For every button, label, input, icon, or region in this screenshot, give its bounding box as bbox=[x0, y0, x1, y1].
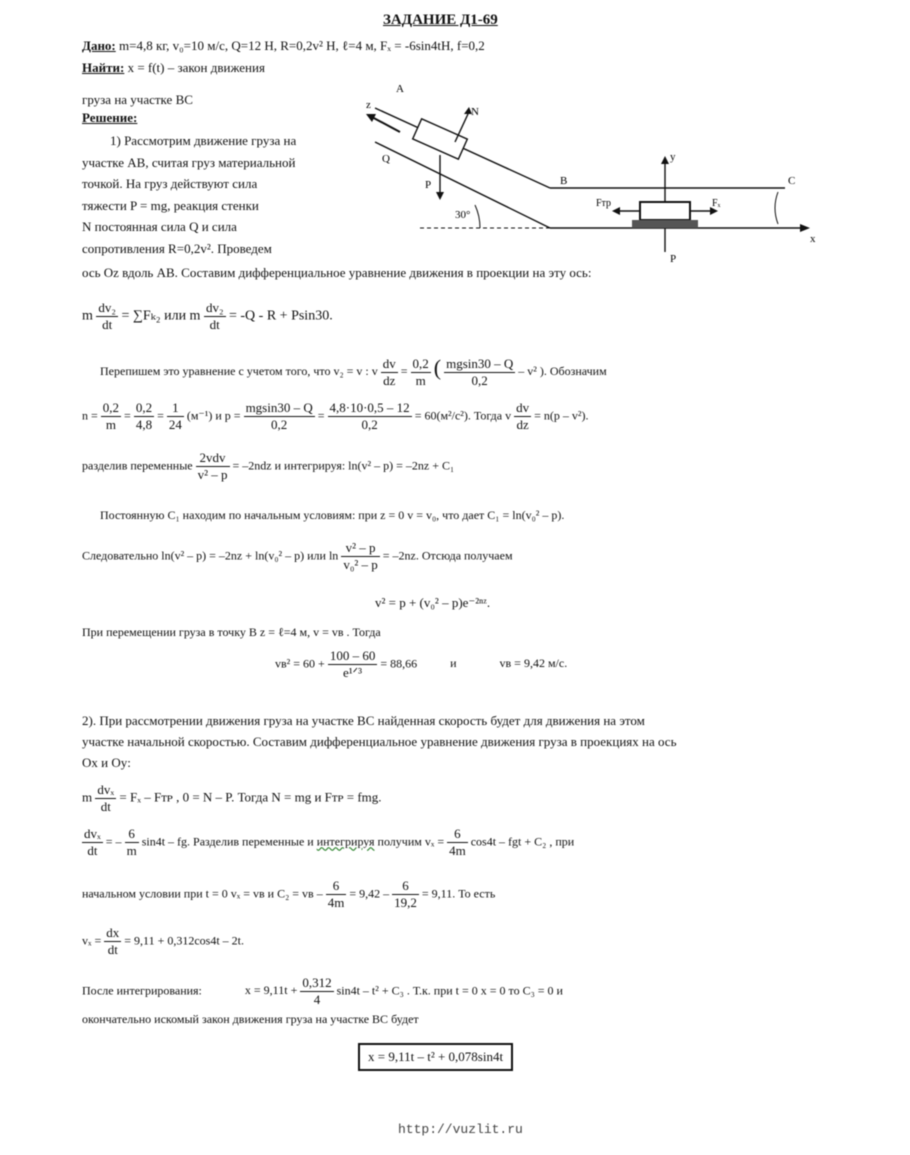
eq3-eq1: = bbox=[124, 408, 131, 423]
eq14-pre: После интегрирования: bbox=[82, 983, 202, 998]
block-bc bbox=[640, 202, 690, 220]
solution-label: Решение: bbox=[82, 110, 138, 125]
para1-line-3: точкой. На груз действуют сила bbox=[82, 176, 258, 191]
eq3-frac6: $\frac{dv}{dz}$ bbox=[516, 400, 530, 432]
label-angle: 30° bbox=[455, 209, 471, 221]
eq3-frac3: $\frac{1}{24}$ bbox=[168, 400, 182, 432]
eq1 bbox=[82, 300, 333, 333]
eq2 bbox=[100, 355, 607, 389]
label-y: y bbox=[670, 151, 676, 163]
ftr-vector-arrow bbox=[612, 207, 620, 215]
eq3 bbox=[82, 400, 588, 433]
angle-arc bbox=[475, 205, 480, 228]
eq1-mid: = ∑Fₖ₂ или m bbox=[121, 308, 201, 324]
mechanics-figure bbox=[360, 80, 840, 275]
label-a: A bbox=[396, 83, 404, 95]
eq3-unit: (м⁻¹) и p = bbox=[186, 408, 241, 423]
eq15: окончательно искомый закон движения груза на участке BC будет bbox=[82, 1012, 419, 1026]
eq11-mid: = – bbox=[105, 834, 122, 849]
label-x: x bbox=[810, 233, 816, 245]
eq14-frac: $\frac{0,312}{4}$ bbox=[302, 975, 332, 1007]
eq11-mid2: sin4t – fg. Разделив переменные и bbox=[141, 834, 314, 849]
given-line bbox=[82, 38, 485, 54]
para1-line-2: участке AB, считая груз материальной bbox=[82, 154, 296, 170]
eq7: v² = p + (v₀² – p)e⁻²ⁿᶻ. bbox=[375, 595, 491, 610]
eq9-pre: vʙ² = 60 + bbox=[275, 656, 325, 671]
eq11-wave: интегрируя bbox=[316, 834, 375, 849]
eq11-frac3: $\frac{6}{4m}$ bbox=[449, 826, 466, 858]
eq9-vb: vʙ = 9,42 м/с. bbox=[499, 656, 568, 671]
eq10-post: = Fₓ – Fᴛᴘ , 0 = N – P. Тогда N = mg и Fᴛᴘ = fmg. bbox=[119, 789, 382, 805]
eq3-eq3: = bbox=[317, 408, 325, 423]
x-axis-arrow bbox=[800, 224, 810, 232]
find-text-2: груза на участке BC bbox=[82, 92, 193, 107]
eq12-post: = 9,11. То есть bbox=[421, 886, 496, 901]
eq3-frac5: $\frac{4,8\cdot 10\cdot 0,5 - 12}{0,2}$ bbox=[329, 400, 410, 432]
label-ftr: Fтр bbox=[596, 198, 612, 209]
eq3-post: = 60(м²/с²). Тогда v bbox=[414, 408, 512, 423]
eq2-post: – v² ). Обозначим bbox=[518, 364, 607, 378]
eq11-frac2: $\frac{6}{m}$ bbox=[126, 826, 137, 858]
para2-line-1: 2). При рассмотрении движения груза на участке BC найденная скорость будет для движения на этом bbox=[82, 713, 645, 728]
eq1-frac2: $\frac{\text{dv₂}}{dt}$ bbox=[205, 300, 224, 332]
eq2-mid: = bbox=[400, 364, 408, 378]
answer-box: x = 9,11t – t² + 0,078sin4t bbox=[358, 1043, 513, 1071]
eq8: При перемещении груза в точку B z = ℓ=4 м, v = vʙ . Тогда bbox=[82, 625, 381, 639]
para1-line-5: N постоянная сила Q и сила bbox=[82, 219, 237, 234]
find-label: Найти: bbox=[82, 60, 125, 75]
y-axis-arrow bbox=[661, 156, 669, 164]
eq6-post: = –2nz. Отсюда получаем bbox=[382, 548, 513, 563]
given-text: m=4,8 кг, v₀=10 м/с, Q=12 Н, R=0,2v² Н, ℓ=4 м, Fₓ = -6sin4tН, f=0,2 bbox=[119, 38, 485, 53]
eq3-eq2: = bbox=[157, 408, 164, 423]
eq14-x: x = 9,11t + bbox=[244, 983, 298, 998]
eq9-and: и bbox=[450, 656, 457, 671]
find-text: x = f(t) – закон движения bbox=[127, 60, 265, 75]
eq12 bbox=[82, 878, 495, 911]
eq4-post: = –2ndz и интегрируя: ln(v² – p) = –2nz + C₁ bbox=[232, 458, 455, 473]
para1-cont: ось Oz вдоль AB. Составим дифференциальное уравнение движения в проекции на эту ось: bbox=[82, 265, 592, 280]
c-bracket bbox=[775, 192, 778, 224]
eq13-post: = 9,11 + 0,312cos4t – 2t. bbox=[124, 933, 245, 948]
given-label: Дано: bbox=[82, 38, 116, 53]
eq10-pre: m bbox=[82, 789, 93, 805]
page-title: ЗАДАНИЕ Д1-69 bbox=[383, 12, 498, 28]
label-b: B bbox=[560, 175, 568, 187]
eq10-frac: $\frac{\text{dvₓ}}{dt}$ bbox=[97, 782, 115, 814]
eq12-mid: = 9,42 – bbox=[349, 886, 390, 901]
para1 bbox=[82, 130, 357, 259]
eq9-post: = 88,66 bbox=[380, 656, 418, 671]
eq11-post: cos4t – fgt + C₂ , при bbox=[470, 834, 575, 849]
para1-line-1: 1) Рассмотрим движение груза на bbox=[110, 133, 297, 148]
eq12-frac1: $\frac{6}{4m}$ bbox=[327, 878, 345, 910]
eq11-frac1: $\frac{\text{dvₓ}}{dt}$ bbox=[84, 826, 101, 858]
eq14-post: sin4t – t² + C₃ . Т.к. при t = 0 x = 0 то C₃ = 0 и bbox=[336, 983, 563, 998]
label-c: C bbox=[788, 175, 796, 187]
eq5: Постоянную C₁ находим по начальным условиям: при z = 0 v = v₀, что дает C₁ = ln(v₀² – p). bbox=[100, 508, 565, 522]
find-line bbox=[82, 60, 265, 76]
eq12-frac2: $\frac{6}{19,2}$ bbox=[394, 878, 417, 910]
eq9 bbox=[275, 648, 567, 681]
z-axis-line bbox=[370, 116, 400, 132]
eq2-pre: Перепишем это уравнение с учетом того, что v₂ = v : v bbox=[100, 364, 378, 378]
eq2-frac1: $\frac{dv}{dz}$ bbox=[382, 355, 396, 388]
eq11-mid3: получим vₓ = bbox=[377, 834, 445, 849]
eq12-pre: начальном условии при t = 0 vₓ = vʙ и C₂ = vʙ – bbox=[82, 886, 323, 901]
eq4-pre: разделив переменные bbox=[82, 458, 193, 473]
eq13-pre: vₓ = bbox=[82, 933, 102, 948]
eq1-rhs: = -Q - R + Psin30. bbox=[229, 308, 333, 324]
eq4 bbox=[82, 450, 454, 483]
eq14 bbox=[82, 975, 563, 1008]
eq9-frac: $\frac{100 - 60}{\text{e¹ᐟ³}}$ bbox=[329, 648, 376, 680]
para2-line-3: Ox и Oy: bbox=[82, 755, 131, 770]
label-f: Fₓ bbox=[712, 198, 721, 209]
eq1-m: m bbox=[82, 308, 93, 324]
eq3-n: n = bbox=[82, 408, 98, 423]
eq3-frac1: $\frac{0,2}{m}$ bbox=[102, 400, 120, 432]
label-p: P bbox=[425, 179, 432, 191]
label-z: z bbox=[366, 99, 371, 111]
eq1-frac1: $\frac{\text{dv₂}}{dt}$ bbox=[98, 300, 116, 332]
para1-line-6: сопротивления R=0,2v². Проведем bbox=[82, 240, 272, 256]
eq4-frac: $\frac{\text{2vdv}}{\text{v² – p}}$ bbox=[197, 450, 228, 482]
eq6-pre: Следовательно ln(v² – p) = –2nz + ln(v₀² – p) или ln bbox=[82, 548, 339, 563]
eq6 bbox=[82, 540, 513, 573]
block-bc-base bbox=[632, 220, 698, 228]
label-n: N bbox=[471, 106, 479, 118]
eq2-frac2: $\frac{0,2}{m}$ bbox=[412, 355, 429, 388]
eq11 bbox=[82, 826, 574, 859]
para2 bbox=[82, 710, 677, 773]
footer-link[interactable]: http://vuzlit.ru bbox=[398, 1122, 523, 1137]
eq2-paren: ( bbox=[433, 355, 442, 380]
eq2-frac3: $\frac{mgsin30 - Q}{0,2}$ bbox=[446, 355, 514, 388]
eq3-frac2: $\frac{0,2}{4,8}$ bbox=[135, 400, 153, 432]
para2-line-2: участке начальной скоростью. Составим дифференциальное уравнение движения груза в проекциях на ось bbox=[82, 734, 677, 749]
eq3-post2: = n(p – v²). bbox=[534, 408, 589, 423]
eq3-frac4: $\frac{mgsin30 - Q}{0,2}$ bbox=[245, 400, 313, 432]
eq13-frac: $\frac{dx}{dt}$ bbox=[106, 925, 120, 957]
eq10 bbox=[82, 782, 382, 815]
p-vector-arrow bbox=[436, 192, 444, 200]
label-q: Q bbox=[382, 153, 390, 165]
para1-line-4: тяжести P = mg, реакция стенки bbox=[82, 197, 259, 213]
block-incline bbox=[413, 119, 468, 159]
eq13 bbox=[82, 925, 244, 958]
eq6-frac: $\frac{\text{v² – p}}{\text{v₀² – p}}$ bbox=[343, 540, 378, 572]
label-p2: P bbox=[670, 253, 677, 265]
